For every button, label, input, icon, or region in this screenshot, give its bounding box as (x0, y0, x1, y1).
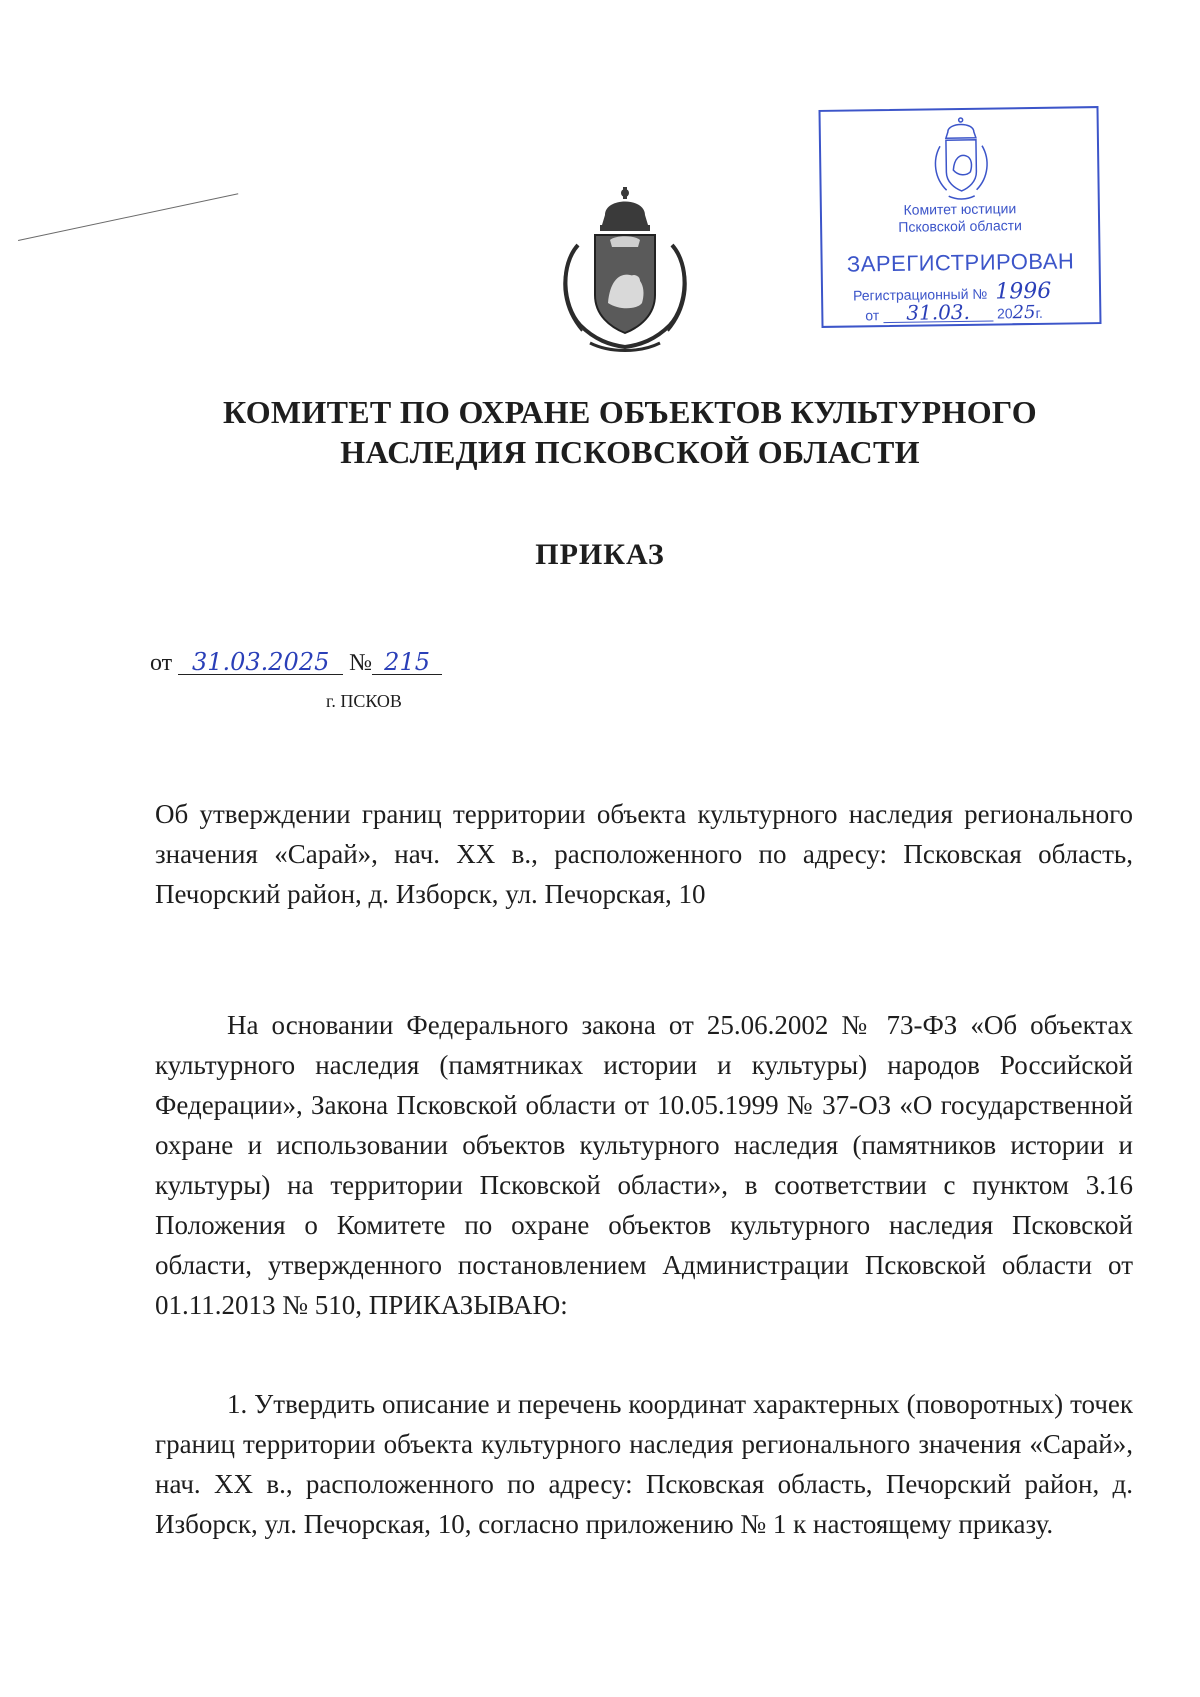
stamp-year-prefix: 20 (996, 305, 1013, 322)
order-basis-paragraph: На основании Федерального закона от 25.06.2002 № 73-ФЗ «Об объектах культурного наследия (памятниках истории и культуры) народов Российской Федерации», Закона Псковской области от 10.05.1999 № 37-ОЗ «О государственной охране и использовании объектов культурного наследия (памятников истории и культуры) на территории Псковской области», в соответствии с пунктом 3.16 Положения о Комитете по охране объектов культурного наследия Псковской области, утвержденного постановлением Администрации Псковской области от 01.11.2013 № 510, ПРИКАЗЫВАЮ: (155, 1010, 1133, 1320)
header-line2: НАСЛЕДИЯ ПСКОВСКОЙ ОБЛАСТИ (340, 434, 920, 470)
stamp-year-suffix: г. (1035, 304, 1043, 321)
stamp-year: 25 (1012, 301, 1036, 324)
pskov-coat-of-arms-icon (550, 185, 700, 355)
order-city: г. ПСКОВ (326, 691, 402, 711)
order-number: 215 (372, 650, 442, 675)
registration-stamp (818, 106, 1101, 328)
stamp-org-line1: Комитет юстиции (903, 200, 1017, 218)
order-number-prefix: № (349, 650, 373, 676)
order-date-number-line (150, 650, 442, 677)
document-type-title: ПРИКАЗ (535, 538, 665, 571)
stamp-reg-label: Регистрационный № (852, 285, 988, 304)
header-line1: КОМИТЕТ ПО ОХРАНЕ ОБЪЕКТОВ КУЛЬТУРНОГО (223, 394, 1037, 430)
scan-mark-line (18, 193, 238, 241)
order-subject: Об утверждении границ территории объекта культурного наследия регионального значения «Сарай», нач. XX в., расположенного по адресу: Псковская область, Печорский район, д. Изборск, ул. Печорская, 10 (155, 799, 1133, 909)
stamp-reg-number: 1996 (995, 278, 1052, 305)
stamp-org-line2: Псковской области (898, 217, 1023, 235)
stamp-coat-of-arms-icon (926, 115, 997, 200)
order-item-1: 1. Утвердить описание и перечень координат характерных (поворотных) точек границ территории объекта культурного наследия регионального значения «Сарай», нач. XX в., расположенного по адресу: Псковская область, Печорский район, д. Изборск, ул. Печорская, 10, согласно приложению № 1 к настоящему приказу. (155, 1389, 1133, 1539)
order-date-prefix: от (150, 650, 173, 676)
stamp-date: 31.03. (883, 303, 993, 324)
stamp-date-prefix: от (865, 307, 880, 324)
stamp-date-row (865, 299, 1043, 325)
stamp-status: ЗАРЕГИСТРИРОВАН (846, 248, 1075, 277)
order-date: 31.03.2025 (178, 650, 343, 675)
